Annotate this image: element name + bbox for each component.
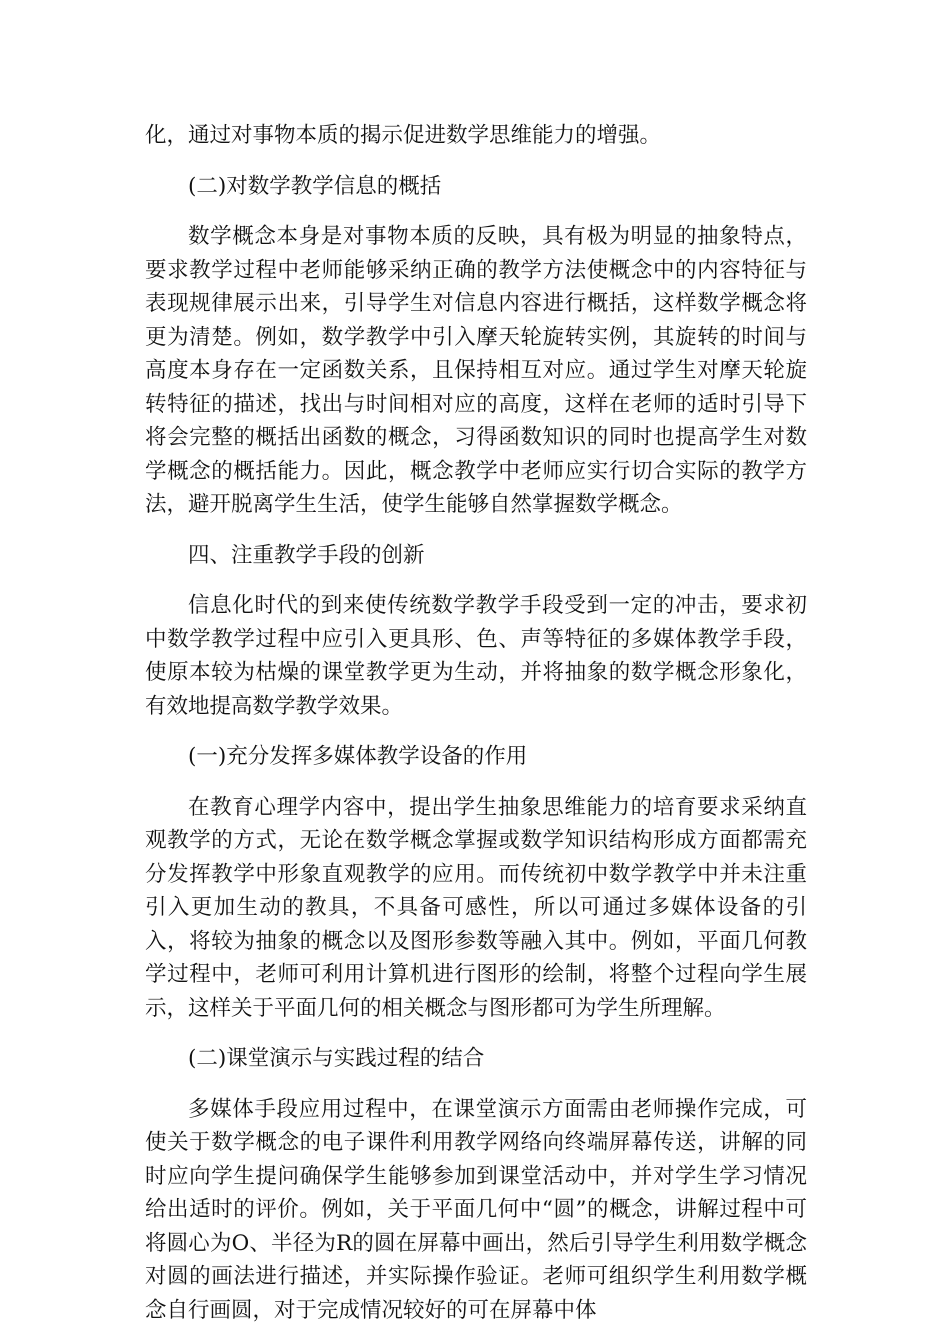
section-heading-demonstration: (二)课堂演示与实践过程的结合 <box>188 1046 485 1071</box>
section-heading-teaching-innovation: 四、注重教学手段的创新 <box>188 542 425 568</box>
paragraph-multimedia-equipment: 在教育心理学内容中，提出学生抽象思维能力的培育要求采纳直观教学的方式，无论在数学概念掌握或数学知识结构形成方面都需充分发挥教学中形象直观教学的应用。而传统初中数学教学中并未注重引入更加生动的教具，不具备可感性，所以可通过多媒体设备的引入，将较为抽象的概念以及图形参数等融入其中。例如，平面几何教学过程中，老师可利用计算机进行图形的绘制，将整个过程向学生展示，这样关于平面几何的相关概念与图形都可为学生所理解。 <box>145 794 807 1021</box>
paragraph-continuation: 化，通过对事物本质的揭示促进数学思维能力的增强。 <box>145 123 662 148</box>
document-body <box>145 119 807 1327</box>
section-heading-summary: (二)对数学教学信息的概括 <box>188 173 442 199</box>
paragraph-concept-summary: 数学概念本身是对事物本质的反映，具有极为明显的抽象特点，要求教学过程中老师能够采纳正确的教学方法使概念中的内容特征与表现规律展示出来，引导学生对信息内容进行概括，这样数学概念将更为清楚。例如，数学教学中引入摩天轮旋转实例，其旋转的时间与高度本身存在一定函数关系，且保持相互对应。通过学生对摩天轮旋转特征的描述，找出与时间相对应的高度，这样在老师的适时引导下将会完整的概括出函数的概念，习得函数知识的同时也提高学生对数学概念的概括能力。因此，概念教学中老师应实行切合实际的教学方法，避开脱离学生生活，使学生能够自然掌握数学概念。 <box>145 224 807 517</box>
paragraph-information-age: 信息化时代的到来使传统数学教学手段受到一定的冲击，要求初中数学教学过程中应引入更具形、色、声等特征的多媒体教学手段，使原本较为枯燥的课堂教学更为生动，并将抽象的数学概念形象化，有效地提高数学教学效果。 <box>145 593 807 719</box>
section-heading-multimedia: (一)充分发挥多媒体教学设备的作用 <box>188 744 528 769</box>
paragraph-demonstration-practice: 多媒体手段应用过程中，在课堂演示方面需由老师操作完成，可使关于数学概念的电子课件利用教学网络向终端屏幕传送，讲解的同时应向学生提问确保学生能够参加到课堂活动中，并对学生学习情况给出适时的评价。例如，关于平面几何中“圆”的概念，讲解过程中可将圆心为O、半径为R的圆在屏幕中画出，然后引导学生利用数学概念对圆的画法进行描述，并实际操作验证。老师可组织学生利用数学概念自行画圆，对于完成情况较好的可在屏幕中体 <box>145 1096 807 1323</box>
